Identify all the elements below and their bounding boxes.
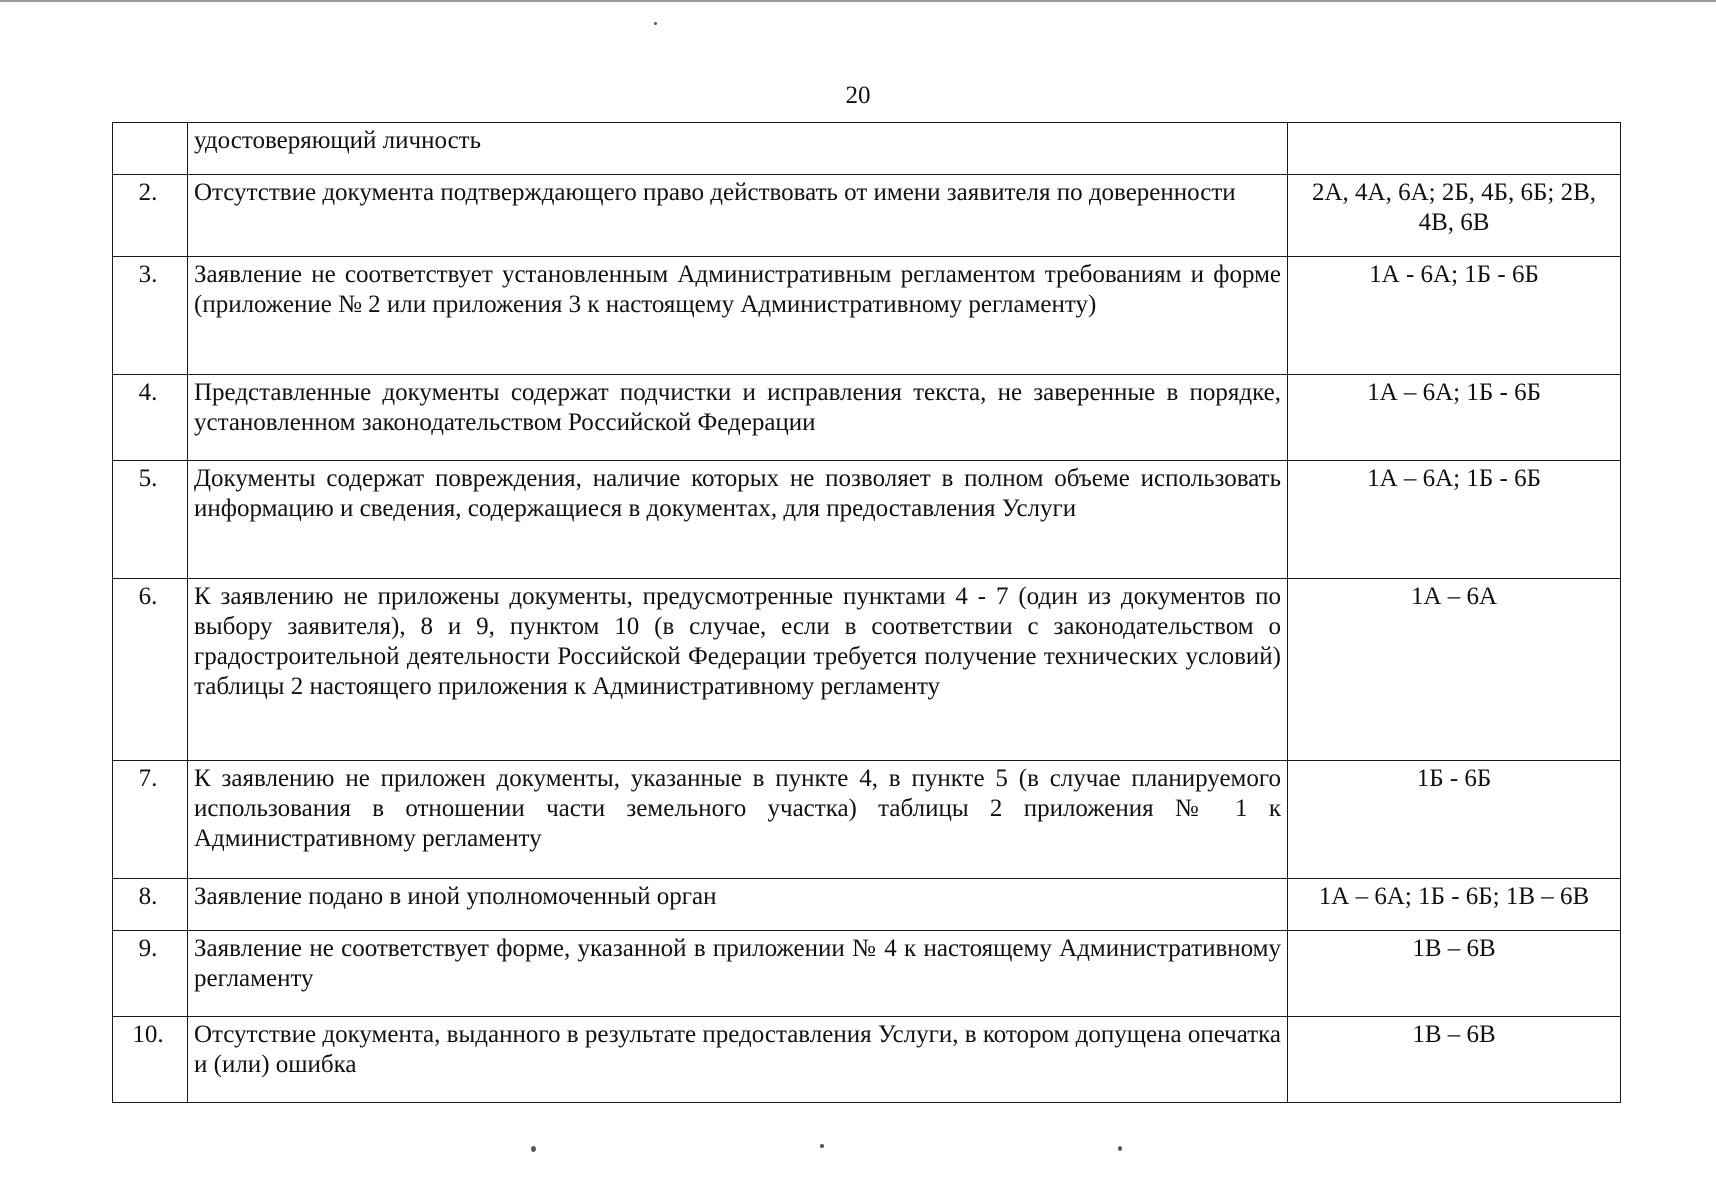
row-text: удостоверяющий личность bbox=[188, 123, 1288, 175]
row-codes: 1А – 6А; 1Б - 6Б bbox=[1288, 461, 1621, 579]
row-codes: 1В – 6В bbox=[1288, 931, 1621, 1017]
scan-speck bbox=[820, 1144, 824, 1148]
row-text: Заявление подано в иной уполномоченный орган bbox=[188, 879, 1288, 931]
row-number: 5. bbox=[113, 461, 188, 579]
table-row bbox=[113, 375, 1621, 461]
page-number: 20 bbox=[845, 82, 871, 109]
table-row bbox=[113, 1017, 1621, 1103]
row-text: Отсутствие документа подтверждающего право действовать от имени заявителя по доверенности bbox=[188, 175, 1288, 257]
table-row bbox=[113, 175, 1621, 257]
row-text: К заявлению не приложены документы, предусмотренные пунктами 4 - 7 (один из документов по выбору заявителя), 8 и 9, пунктом 10 (в случае, если в соответствии с законодательством о градостроительной деятельности Российской Федерации требуется получение технических условий) таблицы 2 настоящего приложения к Административному регламенту bbox=[188, 579, 1288, 761]
grounds-table bbox=[112, 122, 1621, 1103]
row-text: К заявлению не приложен документы, указанные в пункте 4, в пункте 5 (в случае планируемого использования в отношении части земельного участка) таблицы 2 приложения № 1 к Административному регламенту bbox=[188, 761, 1288, 879]
row-number: 8. bbox=[113, 879, 188, 931]
row-codes: 2А, 4А, 6А; 2Б, 4Б, 6Б; 2В, 4В, 6В bbox=[1288, 175, 1621, 257]
row-number: 2. bbox=[113, 175, 188, 257]
scan-speck bbox=[1118, 1146, 1122, 1151]
table-row bbox=[113, 579, 1621, 761]
row-number bbox=[113, 123, 188, 175]
table-row bbox=[113, 879, 1621, 931]
table-row bbox=[113, 931, 1621, 1017]
row-codes: 1Б - 6Б bbox=[1288, 761, 1621, 879]
row-number: 10. bbox=[113, 1017, 188, 1103]
scan-speck bbox=[654, 22, 657, 25]
table-row bbox=[113, 761, 1621, 879]
table-row bbox=[113, 257, 1621, 375]
row-codes: 1А – 6А; 1Б - 6Б; 1В – 6В bbox=[1288, 879, 1621, 931]
row-number: 6. bbox=[113, 579, 188, 761]
row-text: Заявление не соответствует установленным Административным регламентом требованиям и форме (приложение № 2 или приложения 3 к настоящему Административному регламенту) bbox=[188, 257, 1288, 375]
row-number: 7. bbox=[113, 761, 188, 879]
row-codes: 1А – 6А bbox=[1288, 579, 1621, 761]
row-codes bbox=[1288, 123, 1621, 175]
row-text: Заявление не соответствует форме, указанной в приложении № 4 к настоящему Административному регламенту bbox=[188, 931, 1288, 1017]
table-row bbox=[113, 123, 1621, 175]
row-text: Документы содержат повреждения, наличие которых не позволяет в полном объеме использовать информацию и сведения, содержащиеся в документах, для предоставления Услуги bbox=[188, 461, 1288, 579]
page-top-edge bbox=[0, 0, 1716, 2]
row-codes: 1В – 6В bbox=[1288, 1017, 1621, 1103]
row-text: Представленные документы содержат подчистки и исправления текста, не заверенные в порядке, установленном законодательством Российской Федерации bbox=[188, 375, 1288, 461]
row-number: 3. bbox=[113, 257, 188, 375]
row-number: 9. bbox=[113, 931, 188, 1017]
scan-speck bbox=[531, 1146, 536, 1152]
row-number: 4. bbox=[113, 375, 188, 461]
row-codes: 1А - 6А; 1Б - 6Б bbox=[1288, 257, 1621, 375]
row-text: Отсутствие документа, выданного в результате предоставления Услуги, в котором допущена опечатка и (или) ошибка bbox=[188, 1017, 1288, 1103]
table-row bbox=[113, 461, 1621, 579]
row-codes: 1А – 6А; 1Б - 6Б bbox=[1288, 375, 1621, 461]
